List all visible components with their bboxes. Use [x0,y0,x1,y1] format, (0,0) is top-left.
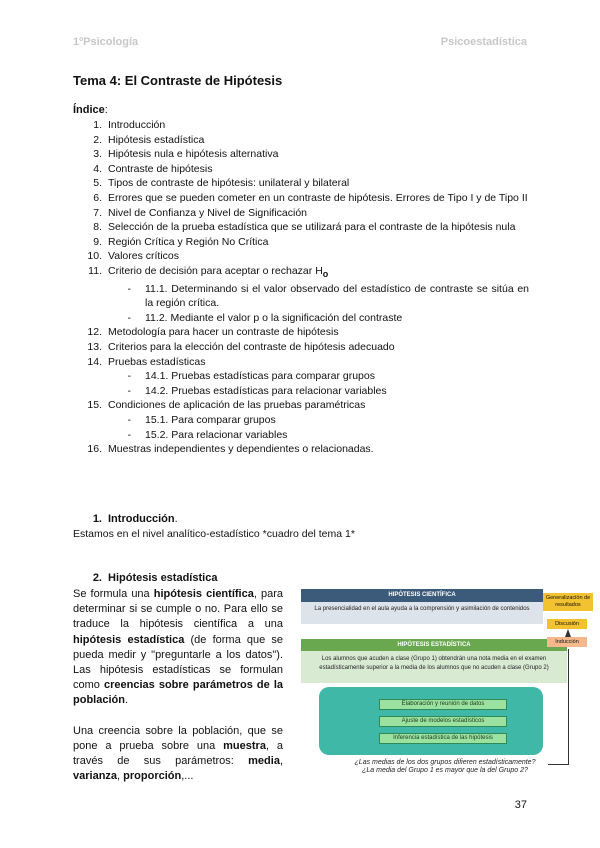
toc-item [73,176,529,191]
toc-dash: - [127,428,131,441]
toc-text-main: Criterio de decisión para aceptar o rechazar H [108,264,323,277]
toc-number: 9. [93,235,102,248]
toc-number: 10. [87,250,102,263]
toc-item [73,162,529,177]
toc-text: Introducción [108,119,166,131]
toc-dash: - [127,311,131,324]
toc-dash: - [127,413,131,426]
header-course: 1ºPsicología [73,36,139,48]
text-run-bold: hipótesis estadística [73,633,185,646]
section-period: . [174,513,178,525]
process-step: Inferencia estadística de las hipótesis [379,733,507,744]
toc-dash: - [127,370,131,383]
index-label: Índice [73,104,105,116]
toc-text: Pruebas estadísticas [108,355,206,368]
toc-subitem [73,282,529,311]
induction-label: Inducción [547,637,587,647]
text-run-bold: creencias sobre parámetros de la población [73,679,283,707]
toc-number: 2. [93,133,102,146]
toc-item [73,249,529,264]
toc-text: Criterios para la elección del contraste de hipótesis adecuado [108,341,395,353]
question-line: ¿La media del Grupo 1 es mayor que la del Grupo 2? [362,767,528,774]
toc-item [73,355,529,370]
toc-number: 6. [93,191,102,204]
text-run-bold: hipótesis científica [153,588,254,600]
toc-text: Condiciones de aplicación de las pruebas paramétricas [108,399,366,412]
paragraph [73,587,283,709]
toc-item [73,118,529,133]
generalization-label: Generalización de resultados [543,593,593,611]
toc-number: 8. [93,221,102,234]
toc-subtext: 11.1. Determinando si el valor observado del estadístico de contraste se sitúa en la región crítica. [145,282,529,310]
toc-text: Errores que se pueden cometer en un contraste de hipótesis. Errores de Tipo I y de Tipo II [108,191,528,204]
question-line: ¿Las medias de los dos grupos difieren estadísticamente? [354,759,536,766]
table-of-contents [73,118,529,457]
toc-item [73,264,529,282]
toc-item [73,220,529,235]
text-run: Una creencia sobre la población, que se pone a prueba sobre una [73,724,283,752]
toc-text: Metodología para hacer un contraste de hipótesis [108,326,339,339]
toc-item [73,206,529,221]
toc-subtext: 15.2. Para relacionar variables [145,428,288,441]
text-run: ,... [181,770,194,783]
section-2-body [73,587,283,799]
toc-text: Hipótesis nula e hipótesis alternativa [108,148,279,161]
arrow-up-icon [565,629,571,637]
discussion-label: Discusión [547,619,587,629]
toc-number: 14. [87,355,102,368]
connector-line [568,649,569,765]
toc-number: 11. [88,264,102,277]
toc-item [73,325,529,340]
section-title: Introducción [108,513,175,525]
index-heading [73,104,108,116]
toc-text: Tipos de contraste de hipótesis: unilateral y bilateral [108,177,350,190]
section-1-text: Estamos en el nivel analítico-estadístico *cuadro del tema 1* [73,528,355,540]
toc-number: 12. [87,326,102,339]
toc-subtext: 15.1. Para comparar grupos [145,413,276,426]
text-run: , a través de sus parámetros: [73,739,283,768]
h0-subscript: o [322,269,329,280]
toc-number: 5. [93,177,102,190]
toc-subitem [73,311,529,326]
process-panel [319,687,543,755]
toc-subitem [73,428,529,443]
toc-number: 1. [93,119,102,131]
scientific-hypothesis-text: La presencialidad en el aula ayuda a la comprensión y asimilación de contenidos [301,602,543,624]
toc-text: Contraste de hipótesis [108,162,213,175]
process-step: Ajuste de modelos estadísticos [379,716,507,727]
statistical-hypothesis-text: Los alumnos que acuden a clase (Grupo 1) obtendrán una nota media en el examen estadísticamente superior a la media de los alumnos que no acuden a clase (Grupo 2) [301,651,567,683]
header-subject: Psicoestadística [440,36,527,48]
toc-number: 4. [93,162,102,175]
toc-item [73,398,529,413]
toc-number: 15. [87,399,102,412]
text-run: , [279,755,283,768]
index-colon: : [104,104,108,116]
toc-number: 3. [93,148,102,161]
text-run-bold: media [248,755,280,768]
toc-dash: - [127,384,131,397]
toc-subitem [73,369,529,384]
toc-item [73,442,529,457]
toc-number: 13. [87,341,102,353]
section-number: 1. [92,513,102,525]
page-number: 37 [514,799,527,811]
section-number: 2. [92,572,102,584]
toc-subtext: 14.1. Pruebas estadísticas para comparar grupos [145,370,375,383]
toc-number: 16. [87,443,102,456]
page-title: Tema 4: El Contraste de Hipótesis [73,73,283,88]
paragraph [73,724,283,785]
toc-text: Selección de la prueba estadística que se utilizará para el contraste de la hipótesis nula [108,221,516,234]
toc-text [108,264,529,282]
toc-subitem [73,384,529,399]
process-step: Elaboración y reunión de datos [379,699,507,710]
text-run-bold: proporción [123,770,182,783]
statistical-hypothesis-header: HIPÓTESIS ESTADÍSTICA [301,639,567,651]
toc-text: Nivel de Confianza y Nivel de Significación [108,206,308,219]
hypothesis-diagram [295,589,595,789]
toc-number: 7. [93,206,102,219]
toc-text: Valores críticos [108,250,179,263]
toc-item [73,133,529,148]
section-title: Hipótesis estadística [108,572,218,584]
text-run-bold: varianza [73,770,118,783]
toc-item [73,191,529,206]
toc-text: Hipótesis estadística [108,133,205,146]
text-run: . [124,694,129,707]
toc-subtext: 11.2. Mediante el valor p o la significación del contraste [145,311,403,324]
toc-subitem [73,413,529,428]
text-run: , para determinar si se cumple o no. Para ello se traduce la hipótesis científica a una [73,588,283,631]
toc-item [73,147,529,162]
text-run: Se formula una [73,588,154,600]
text-run: , [117,770,124,783]
toc-text: Región Crítica y Región No Crítica [108,235,269,248]
scientific-hypothesis-header: HIPÓTESIS CIENTÍFICA [301,589,543,602]
toc-subtext: 14.2. Pruebas estadísticas para relacionar variables [145,384,387,397]
section-2-heading [73,572,217,584]
toc-item [73,340,529,355]
toc-text: Muestras independientes y dependientes o relacionadas. [108,443,374,456]
toc-dash: - [127,282,131,295]
text-run: (de forma que se pueda medir y "preguntarle a los datos"). Las hipótesis estadísticas se formulan como [73,633,283,692]
diagram-questions [325,759,565,775]
toc-item [73,235,529,250]
section-1-heading [73,513,178,525]
text-run-bold: muestra [223,739,266,752]
